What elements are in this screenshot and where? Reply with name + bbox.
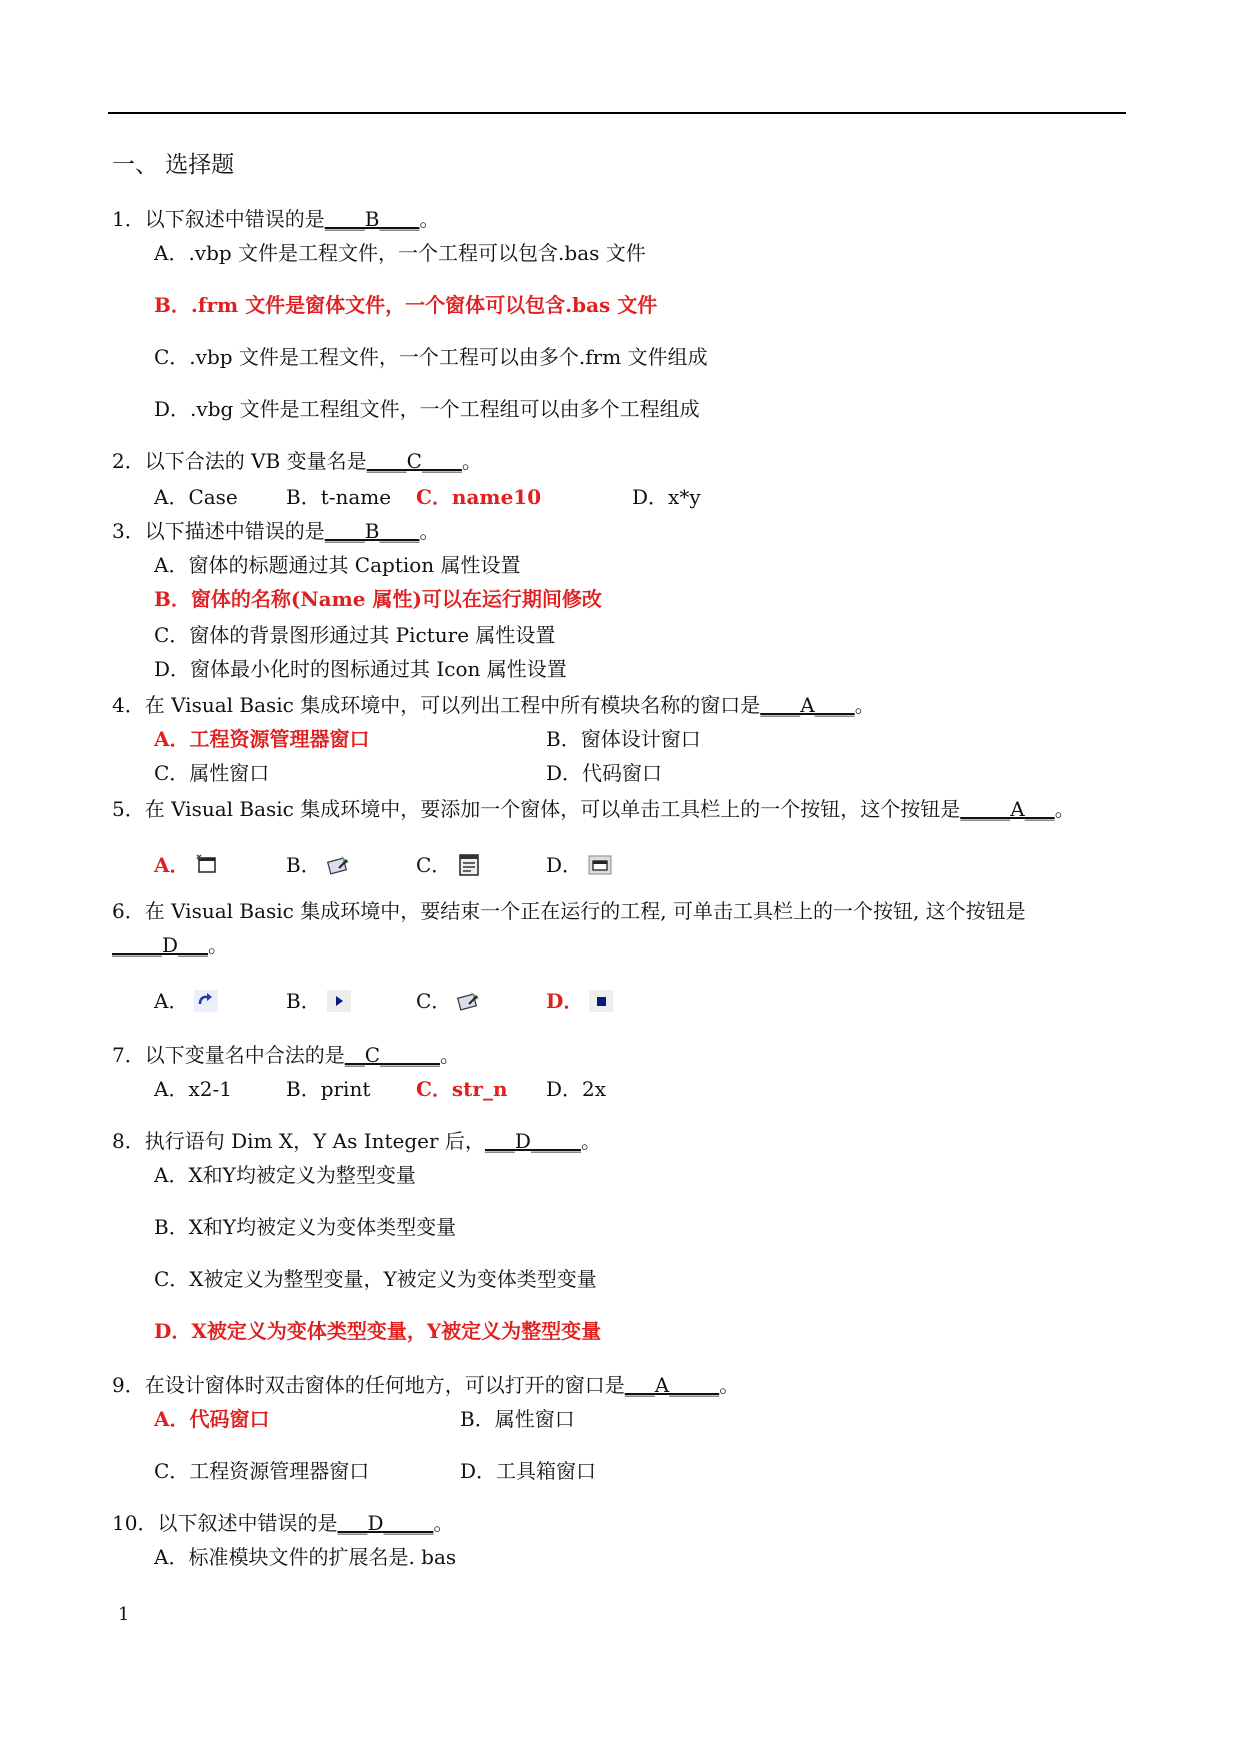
option-a: A．标准模块文件的扩展名是. bas [154, 1545, 457, 1569]
question-5: 5．在 Visual Basic 集成环境中，要添加一个窗体，可以单击工具栏上的一个按钮，这个按钮是_____A___。 [112, 797, 1075, 821]
question-stem: 2．以下合法的 VB 变量名是 [112, 449, 367, 473]
question-stem: 3．以下描述中错误的是 [112, 519, 325, 543]
question-stem: 6．在 Visual Basic 集成环境中，要结束一个正在运行的工程, 可单击工具栏上的一个按钮, 这个按钮是 [112, 899, 1026, 923]
option-b: B．t-name [286, 485, 392, 509]
option-d-correct: D． [546, 988, 615, 1014]
start-icon [325, 988, 353, 1014]
option-b: B．属性窗口 [460, 1407, 575, 1431]
option-a-correct: A． [154, 852, 222, 878]
option-b: B． [286, 988, 353, 1014]
answer-blank: ____B____ [324, 207, 420, 231]
menu-editor-icon [455, 988, 483, 1014]
redo-icon [192, 988, 220, 1014]
option-d: D．工具箱窗口 [460, 1459, 597, 1483]
option-d: D．.vbg 文件是工程组文件，一个工程组可以由多个工程组成 [154, 397, 700, 421]
option-c: C．工程资源管理器窗口 [154, 1459, 370, 1483]
question-6 [112, 898, 1026, 924]
option-c: C．X被定义为整型变量，Y被定义为变体类型变量 [154, 1267, 597, 1291]
stop-icon [587, 988, 615, 1014]
question-stem: 4．在 Visual Basic 集成环境中，可以列出工程中所有模块名称的窗口是 [112, 693, 761, 717]
option-a: A．窗体的标题通过其 Caption 属性设置 [154, 553, 521, 577]
option-d: D．x*y [632, 485, 701, 509]
header-rule [108, 112, 1126, 114]
option-b-correct: B．窗体的名称(Name 属性)可以在运行期间修改 [154, 587, 602, 611]
question-stem: 5．在 Visual Basic 集成环境中，要添加一个窗体，可以单击工具栏上的一个按钮，这个按钮是 [112, 797, 961, 821]
question-2: 2．以下合法的 VB 变量名是____C____。 [112, 449, 482, 473]
section-title: 一、 选择题 [112, 152, 235, 178]
option-a: A．X和Y均被定义为整型变量 [154, 1163, 416, 1187]
properties-window-icon [586, 852, 614, 878]
answer-blank: ___D_____ [484, 1129, 581, 1153]
option-a: A．x2-1 [154, 1077, 232, 1101]
option-a-correct: A．工程资源管理器窗口 [154, 727, 370, 751]
answer-blank: ___A_____ [624, 1373, 720, 1397]
answer-blank: __C______ [344, 1043, 441, 1067]
option-b: B．print [286, 1077, 371, 1101]
option-a: A．Case [154, 485, 238, 509]
option-d: D．代码窗口 [546, 761, 663, 785]
option-b: B．窗体设计窗口 [546, 727, 701, 751]
option-c-correct: C．name10 [416, 485, 542, 509]
answer-blank: _____A___ [960, 797, 1055, 821]
option-c: C．窗体的背景图形通过其 Picture 属性设置 [154, 623, 556, 647]
page-number: 1 [118, 1604, 130, 1625]
option-d: D．2x [546, 1077, 607, 1101]
answer-blank: ____A____ [760, 693, 855, 717]
question-stem: 8．执行语句 Dim X，Y As Integer 后， [112, 1129, 485, 1153]
answer-blank: ____C____ [366, 449, 462, 473]
option-a: A． [154, 988, 220, 1014]
option-a-correct: A．代码窗口 [154, 1407, 270, 1431]
option-c-correct: C．str_n [416, 1077, 508, 1101]
question-6-answer-line: _____D___。 [112, 933, 229, 957]
answer-blank: ____B____ [324, 519, 420, 543]
question-stem: 10．以下叙述中错误的是 [112, 1511, 338, 1535]
option-d-correct: D．X被定义为变体类型变量，Y被定义为整型变量 [154, 1319, 602, 1343]
question-stem: 1．以下叙述中错误的是 [112, 207, 325, 231]
option-a: A．.vbp 文件是工程文件，一个工程可以包含.bas 文件 [154, 241, 646, 265]
option-b-correct: B．.frm 文件是窗体文件，一个窗体可以包含.bas 文件 [154, 293, 658, 317]
question-9: 9．在设计窗体时双击窗体的任何地方，可以打开的窗口是___A_____。 [112, 1373, 740, 1397]
add-form-icon [194, 852, 222, 878]
option-c: C． [416, 852, 483, 878]
question-10: 10．以下叙述中错误的是___D_____。 [112, 1511, 454, 1535]
option-d: D．窗体最小化时的图标通过其 Icon 属性设置 [154, 657, 567, 681]
option-b: B．X和Y均被定义为变体类型变量 [154, 1215, 457, 1239]
question-8: 8．执行语句 Dim X，Y As Integer 后，___D_____。 [112, 1129, 601, 1153]
option-c: C．.vbp 文件是工程文件，一个工程可以由多个.frm 文件组成 [154, 345, 708, 369]
question-stem: 7．以下变量名中合法的是 [112, 1043, 345, 1067]
option-d: D． [546, 852, 614, 878]
answer-blank: _____D___ [112, 933, 209, 957]
option-b: B． [286, 852, 353, 878]
question-7: 7．以下变量名中合法的是__C______。 [112, 1043, 461, 1067]
option-c: C． [416, 988, 483, 1014]
question-4: 4．在 Visual Basic 集成环境中，可以列出工程中所有模块名称的窗口是____A____。 [112, 693, 875, 717]
menu-editor-icon [325, 852, 353, 878]
question-stem: 9．在设计窗体时双击窗体的任何地方，可以打开的窗口是 [112, 1373, 625, 1397]
option-c: C．属性窗口 [154, 761, 270, 785]
answer-blank: ___D_____ [337, 1511, 434, 1535]
question-3: 3．以下描述中错误的是____B____。 [112, 519, 440, 543]
question-1: 1．以下叙述中错误的是____B____。 [112, 207, 440, 231]
project-explorer-icon [455, 852, 483, 878]
